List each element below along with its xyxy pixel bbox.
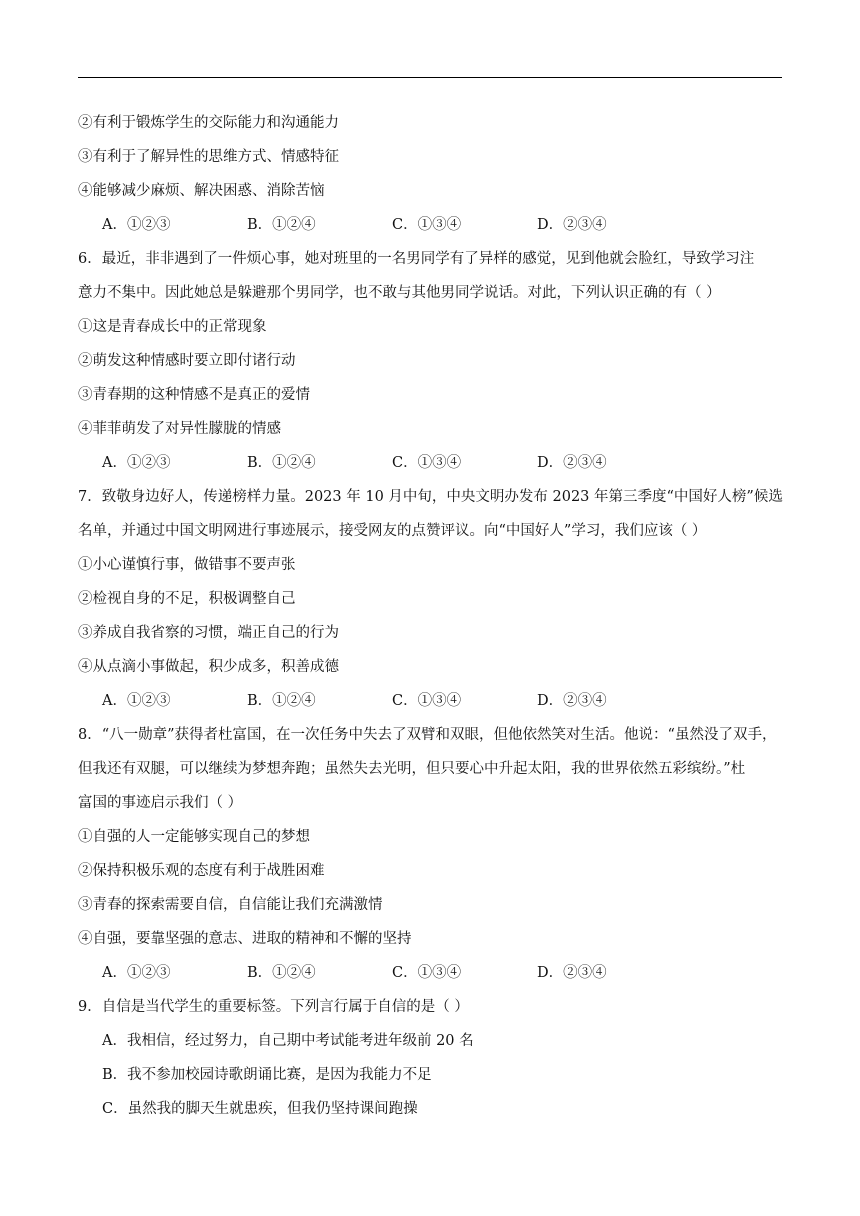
option-c[interactable]: C．①③④ [392,217,462,233]
option-b[interactable]: B．①②④ [247,693,316,709]
question-6 [78,242,784,480]
question-stem: 富国的事迹启示我们（ ） [78,795,243,811]
option-a[interactable]: A．①②③ [102,455,171,471]
option-d[interactable]: D．②③④ [537,693,607,709]
statement-item: ③青春的探索需要自信，自信能让我们充满激情 [78,897,383,913]
question-9 [78,990,784,1126]
answer-options [78,684,784,718]
option-d[interactable]: D．②③④ [537,965,607,981]
statement-item: ④自强，要靠坚强的意志、进取的精神和不懈的坚持 [78,931,412,947]
answer-options [78,956,784,990]
question-stem: 6．最近，非非遇到了一件烦心事，她对班里的一名男同学有了异样的感觉，见到他就会脸红，导致学习注 [78,251,755,267]
option-b[interactable]: B．①②④ [247,217,316,233]
statement-item: ①这是青春成长中的正常现象 [78,319,267,335]
header-rule [78,77,782,78]
option-c[interactable]: C．①③④ [392,693,462,709]
option-a[interactable]: A．①②③ [102,217,171,233]
option-c[interactable]: C．①③④ [392,455,462,471]
option-d[interactable]: D．②③④ [537,217,607,233]
statement-item: ④从点滴小事做起，积少成多，积善成德 [78,659,339,675]
statement-item: ④菲菲萌发了对异性朦胧的情感 [78,421,281,437]
question-stem: 名单，并通过中国文明网进行事迹展示，接受网友的点赞评议。向“中国好人”学习，我们应该（ ） [78,523,707,539]
question-stem: 9．自信是当代学生的重要标签。下列言行属于自信的是（ ） [78,999,469,1015]
statement-item: ①小心谨慎行事，做错事不要声张 [78,557,296,573]
statement-item: ③有利于了解异性的思维方式、情感特征 [78,149,339,165]
choice-c[interactable]: C．虽然我的脚天生就患疾，但我仍坚持课间跑操 [102,1101,418,1117]
option-a[interactable]: A．①②③ [102,965,171,981]
statement-item: ②萌发这种情感时要立即付诸行动 [78,353,296,369]
choice-b[interactable]: B．我不参加校园诗歌朗诵比赛，是因为我能力不足 [102,1067,432,1083]
question-5 [78,106,784,242]
statement-item: ②检视自身的不足，积极调整自己 [78,591,296,607]
statement-item: ④能够减少麻烦、解决困惑、消除苦恼 [78,183,325,199]
statement-item: ③养成自我省察的习惯，端正自己的行为 [78,625,339,641]
option-c[interactable]: C．①③④ [392,965,462,981]
option-b[interactable]: B．①②④ [247,965,316,981]
option-b[interactable]: B．①②④ [247,455,316,471]
option-a[interactable]: A．①②③ [102,693,171,709]
statement-item: ②保持积极乐观的态度有利于战胜困难 [78,863,325,879]
statement-item: ①自强的人一定能够实现自己的梦想 [78,829,310,845]
question-stem: 7．致敬身边好人，传递榜样力量。2023 年 10 月中旬，中央文明办发布 2023 年第三季度“中国好人榜”候选 [78,489,783,505]
document-body [78,106,784,1126]
answer-options [78,208,784,242]
option-d[interactable]: D．②③④ [537,455,607,471]
question-8 [78,718,784,990]
statement-item: ②有利于锻炼学生的交际能力和沟通能力 [78,115,339,131]
statement-item: ③青春期的这种情感不是真正的爱情 [78,387,310,403]
question-stem: 意力不集中。因此她总是躲避那个男同学，也不敢与其他男同学说话。对此，下列认识正确的有（ ） [78,285,721,301]
question-stem: 8．“八一勋章”获得者杜富国，在一次任务中失去了双臂和双眼，但他依然笑对生活。他说：“虽然没了双手， [78,727,777,743]
choice-a[interactable]: A．我相信，经过努力，自己期中考试能考进年级前 20 名 [102,1033,474,1049]
question-stem: 但我还有双腿，可以继续为梦想奔跑；虽然失去光明，但只要心中升起太阳，我的世界依然五彩缤纷。”杜 [78,761,746,777]
question-7 [78,480,784,718]
answer-options [78,446,784,480]
